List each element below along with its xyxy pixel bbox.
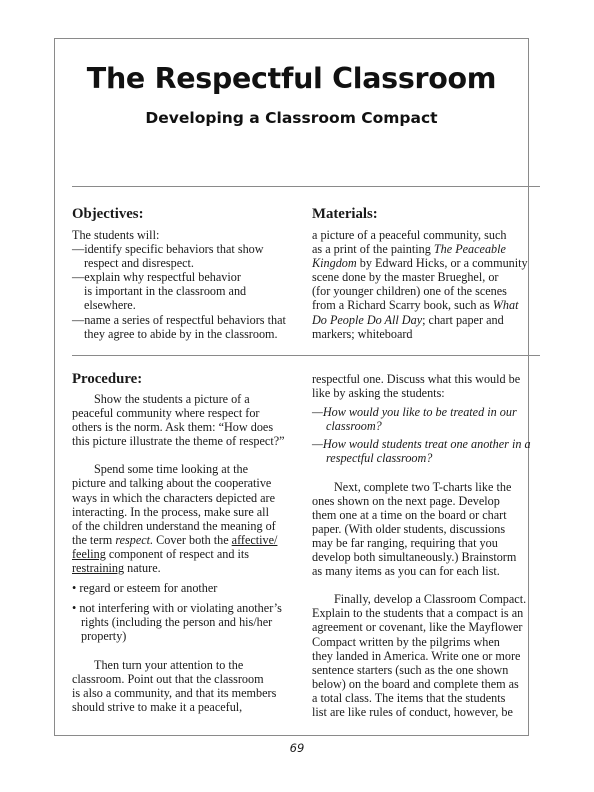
materials-section <box>312 205 540 341</box>
bullet-item: • not interfering with or violating another’s rights (including the person and his/her property) <box>72 601 282 644</box>
procedure-paragraph: Then turn your attention to the classroom. Point out that the classroom is also a community, and that its members should strive to make it a peaceful, <box>72 657 277 714</box>
objective-item: —explain why respectful behavior is important in the classroom and elsewhere. <box>72 270 247 313</box>
divider-top <box>72 186 540 187</box>
procedure-paragraph: Spend some time looking at the picture and talking about the cooperative ways in which the characters depicted are interacting. In the process, make sure all of the children understand the meaning of the term respect. Cover both the affective/ feeling component of respect and its restraining nature. <box>72 462 278 576</box>
procedure-right-column <box>312 372 540 719</box>
objectives-intro: The students will: <box>72 228 160 242</box>
objectives-heading: Objectives: <box>72 206 144 222</box>
page-title: The Respectful Classroom <box>86 62 497 95</box>
procedure-paragraph: Show the students a picture of a peaceful community where respect for others is the norm. Ask them: “How does this picture illustrate the theme of respect?” <box>72 392 285 449</box>
objective-item: —name a series of respectful behaviors that they agree to abide by in the classroom. <box>72 312 286 341</box>
procedure-paragraph: respectful one. Discuss what this would be like by asking the students: <box>312 372 521 401</box>
divider-middle <box>72 355 540 356</box>
question-item: —How would students treat one another in a respectful classroom? <box>312 437 531 466</box>
bullet-item: • regard or esteem for another <box>72 581 218 596</box>
question-item: —How would you like to be treated in our classroom? <box>312 405 517 434</box>
page-number: 69 <box>289 741 305 755</box>
procedure-paragraph: Next, complete two T-charts like the ones shown on the next page. Develop them one at a time on the board or chart paper. (With older students, discussions may be far ranging, requiring that you develop both simultaneously.) Brainstorm as many items as you can for each list. <box>312 479 517 579</box>
procedure-left-column <box>72 370 304 714</box>
materials-heading: Materials: <box>312 206 378 222</box>
materials-text: a picture of a peaceful community, such as a print of the painting The Peaceable Kingdom by Edward Hicks, or a community scene done by the master Brueghel, or (for younger children) one of the scenes from a Richard Scarry book, such as What Do People Do All Day; chart paper and markers; whiteboard <box>312 228 528 341</box>
objectives-section <box>72 205 304 341</box>
page-subtitle: Developing a Classroom Compact <box>145 109 438 127</box>
procedure-heading: Procedure: <box>72 371 143 387</box>
objective-item: —identify specific behaviors that show respect and disrespect. <box>72 242 264 271</box>
procedure-paragraph: Finally, develop a Classroom Compact. Explain to the students that a compact is an agreement or covenant, like the Mayflower Compact written by the pilgrims when they landed in America. Write one or more sentence starters (such as the one shown below) on the board and complete them as a total class. The items that the students list are like rules of conduct, however, be <box>312 592 527 719</box>
